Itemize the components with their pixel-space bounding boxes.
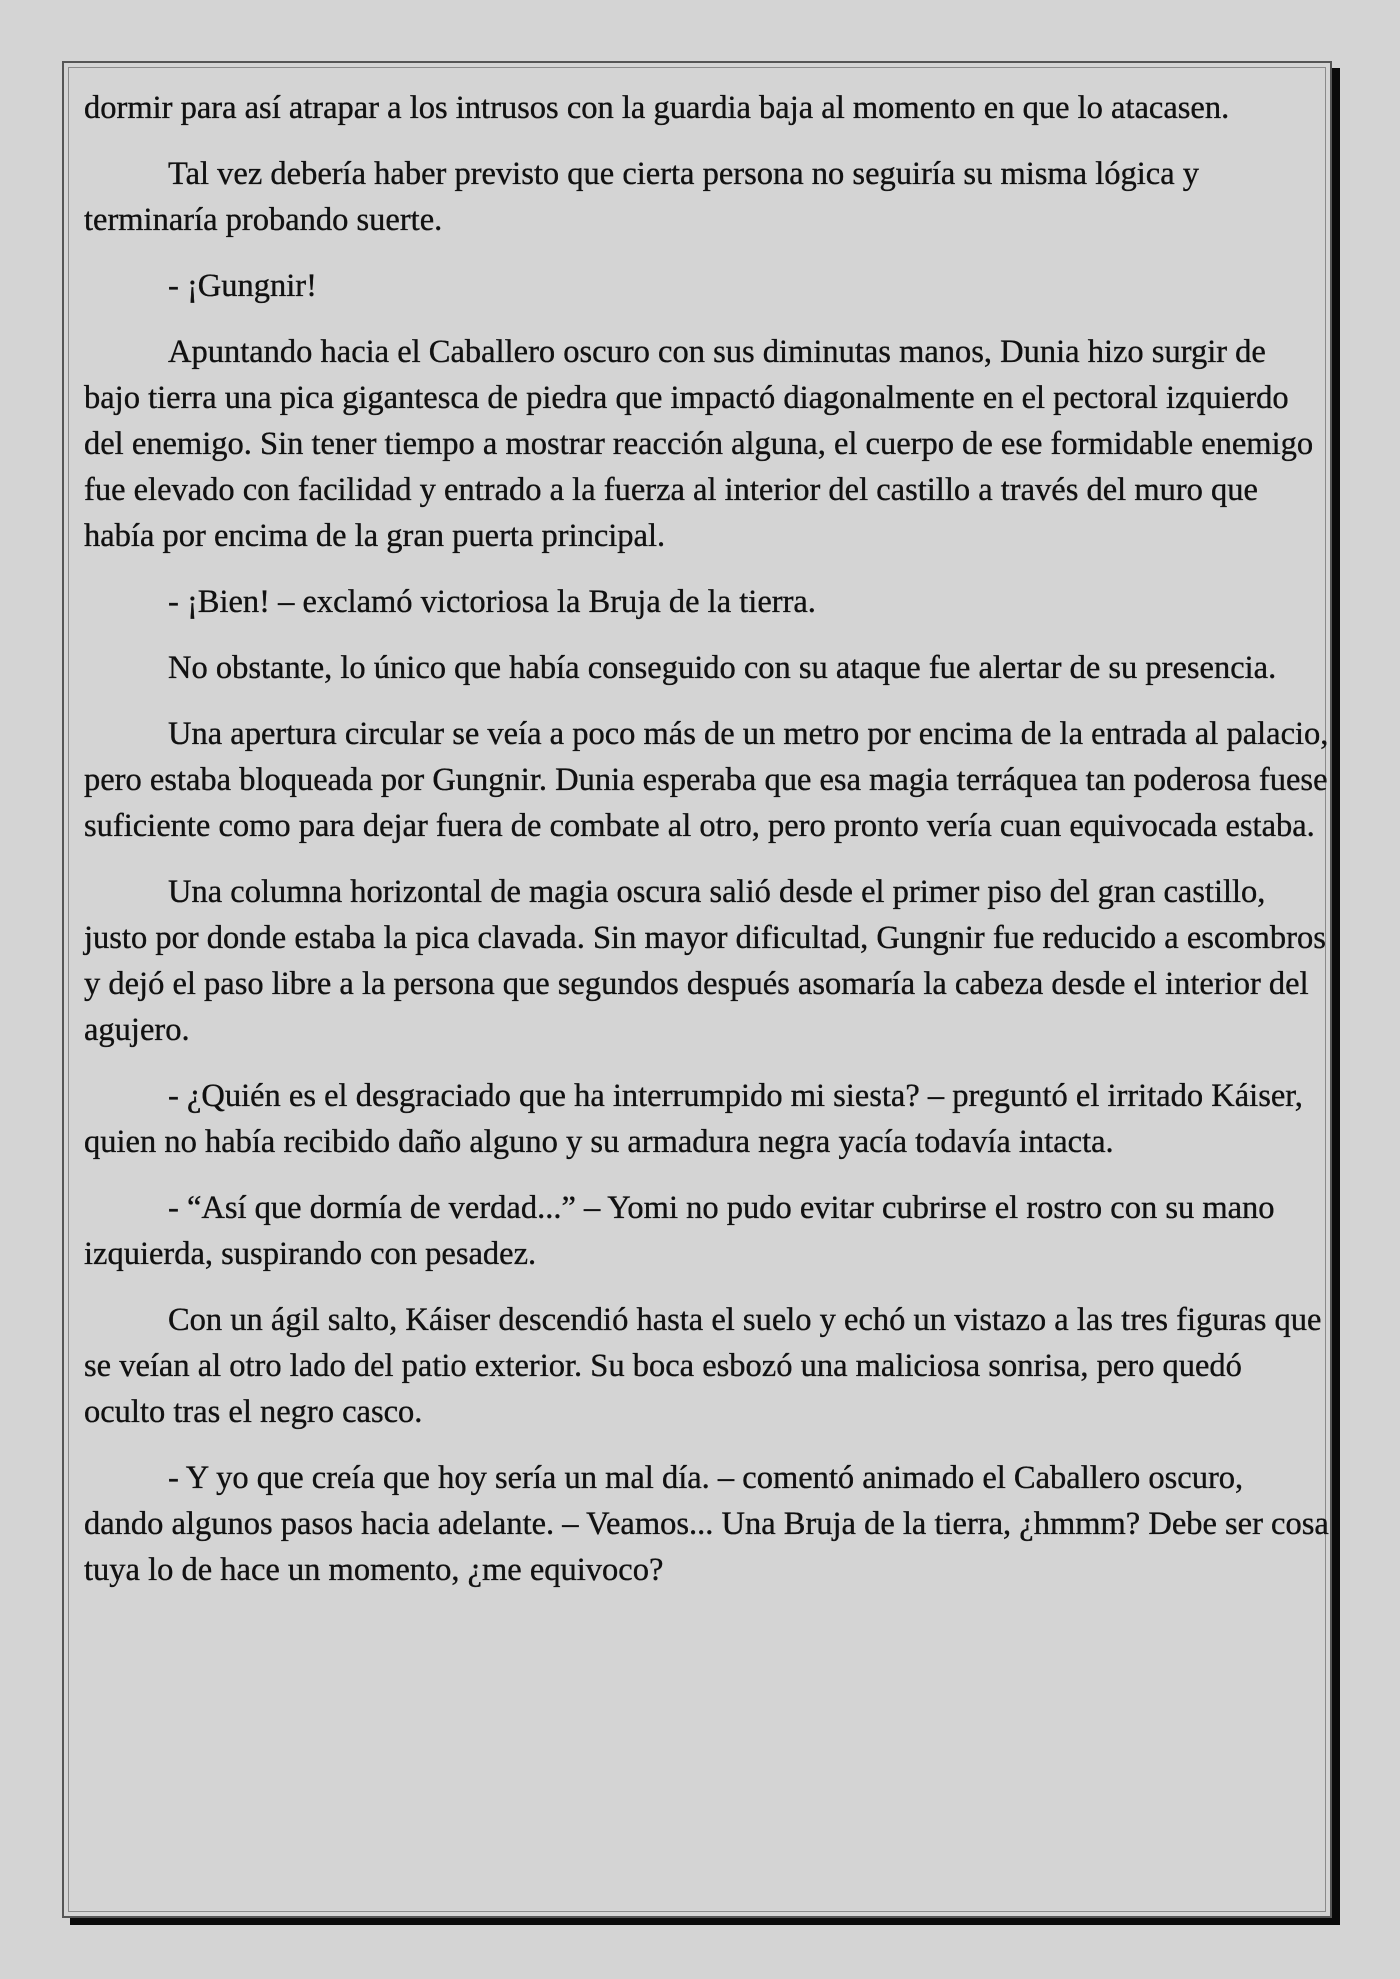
paragraph: No obstante, lo único que había conseguido con su ataque fue alertar de su presencia. [168,650,1277,686]
paragraph: dormir para así atrapar a los intrusos con la guardia baja al momento en que lo atacasen. [84,90,1230,126]
dialogue-line: - ¿Quién es el desgraciado que ha interrumpido mi siesta? – preguntó el irritado Káiser, quien no había recibido daño alguno y su armadura negra yacía todavía intacta. [84,1078,1303,1160]
paragraph: Una columna horizontal de magia oscura salió desde el primer piso del gran castillo, justo por donde estaba la pica clavada. Sin mayor dificultad, Gungnir fue reducido a escombros y dejó el paso libre a la persona que segundos después asomaría la cabeza desde el interior del agujero. [84,874,1326,1048]
dialogue-line: - Y yo que creía que hoy sería un mal día. – comentó animado el Caballero oscuro, dando algunos pasos hacia adelante. – Veamos... Una Bruja de la tierra, ¿hmmm? Debe ser cosa tuya lo de hace un momento, ¿me equivoco? [84,1460,1329,1588]
dialogue-line: - ¡Bien! – exclamó victoriosa la Bruja de la tierra. [168,584,816,620]
dialogue-line: - ¡Gungnir! [168,268,317,304]
dialogue-line: - “Así que dormía de verdad...” – Yomi no pudo evitar cubrirse el rostro con su mano izquierda, suspirando con pesadez. [84,1190,1275,1272]
paragraph: Apuntando hacia el Caballero oscuro con sus diminutas manos, Dunia hizo surgir de bajo tierra una pica gigantesca de piedra que impactó diagonalmente en el pectoral izquierdo del enemigo. Sin tener tiempo a mostrar reacción alguna, el cuerpo de ese formidable enemigo fue elevado con facilidad y entrado a la fuerza al interior del castillo a través del muro que había por encima de la gran puerta principal. [84,334,1314,554]
paragraph: Con un ágil salto, Káiser descendió hasta el suelo y echó un vistazo a las tres figuras que se veían al otro lado del patio exterior. Su boca esbozó una maliciosa sonrisa, pero quedó oculto tras el negro casco. [84,1302,1322,1430]
paragraph: Una apertura circular se veía a poco más de un metro por encima de la entrada al palacio, pero estaba bloqueada por Gungnir. Dunia esperaba que esa magia terráquea tan poderosa fuese suficiente como para dejar fuera de combate al otro, pero pronto vería cuan equivocada estaba. [84,716,1329,844]
document-text [84,85,1329,1613]
document-page [62,61,1332,1918]
paragraph: Tal vez debería haber previsto que cierta persona no seguiría su misma lógica y terminaría probando suerte. [84,156,1200,238]
